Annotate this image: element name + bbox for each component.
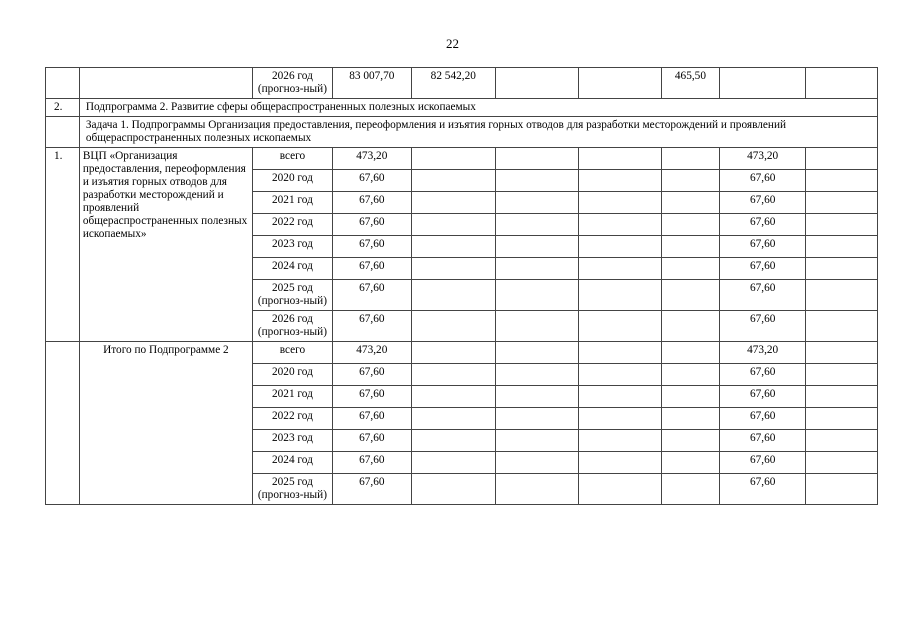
value-cell: 67,60 — [720, 258, 806, 280]
value-cell: 67,60 — [720, 214, 806, 236]
value-cell: 473,20 — [720, 148, 806, 170]
value-cell: 67,60 — [332, 170, 411, 192]
period-cell: 2026 год (прогноз-ный) — [252, 68, 332, 99]
row-number: 1. — [46, 148, 80, 342]
value-cell: 67,60 — [332, 474, 411, 505]
period-cell: 2024 год — [252, 258, 332, 280]
table-row — [46, 68, 878, 99]
task-title: Задача 1. Подпрограммы Организация предоставления, переоформления и изъятия горных отводов для разработки месторождений и проявлений общераспространенных полезных ископаемых — [79, 117, 877, 148]
value-cell: 67,60 — [332, 214, 411, 236]
period-cell: 2023 год — [252, 430, 332, 452]
value-cell: 67,60 — [332, 364, 411, 386]
value-cell: 67,60 — [332, 236, 411, 258]
value-cell: 67,60 — [720, 408, 806, 430]
value-cell: 67,60 — [720, 236, 806, 258]
value-cell: 67,60 — [332, 280, 411, 311]
subprogram-title: Подпрограмма 2. Развитие сферы общераспространенных полезных ископаемых — [79, 99, 877, 117]
value-cell: 83 007,70 — [332, 68, 411, 99]
period-cell: 2026 год (прогноз-ный) — [252, 311, 332, 342]
row-number: 2. — [46, 99, 80, 117]
value-cell: 473,20 — [720, 342, 806, 364]
value-cell: 67,60 — [720, 386, 806, 408]
value-cell: 67,60 — [720, 452, 806, 474]
period-cell: 2025 год (прогноз-ный) — [252, 474, 332, 505]
page-number: 22 — [446, 36, 459, 51]
value-cell: 473,20 — [332, 342, 411, 364]
period-cell: 2022 год — [252, 214, 332, 236]
period-cell: 2021 год — [252, 386, 332, 408]
program-name: ВЦП «Организация предоставления, переоформления и изъятия горных отводов для разработки месторождений и проявлений общераспространенных полезных ископаемых» — [79, 148, 252, 342]
period-cell: 2020 год — [252, 364, 332, 386]
value-cell: 67,60 — [720, 474, 806, 505]
value-cell: 67,60 — [332, 386, 411, 408]
value-cell: 67,60 — [720, 192, 806, 214]
value-cell: 67,60 — [332, 452, 411, 474]
period-cell: 2023 год — [252, 236, 332, 258]
value-cell: 67,60 — [720, 430, 806, 452]
value-cell: 67,60 — [332, 311, 411, 342]
table-row — [46, 342, 878, 364]
value-cell: 67,60 — [332, 430, 411, 452]
subprogram-row — [46, 99, 878, 117]
period-cell: всего — [252, 342, 332, 364]
value-cell: 473,20 — [332, 148, 411, 170]
value-cell: 67,60 — [332, 408, 411, 430]
value-cell: 67,60 — [720, 364, 806, 386]
period-cell: 2021 год — [252, 192, 332, 214]
value-cell: 67,60 — [720, 280, 806, 311]
period-cell: 2020 год — [252, 170, 332, 192]
value-cell: 67,60 — [332, 258, 411, 280]
period-cell: 2022 год — [252, 408, 332, 430]
budget-table — [45, 67, 878, 505]
task-row — [46, 117, 878, 148]
table-row — [46, 148, 878, 170]
period-cell: 2025 год (прогноз-ный) — [252, 280, 332, 311]
total-label: Итого по Подпрограмме 2 — [79, 342, 252, 505]
value-cell: 67,60 — [720, 170, 806, 192]
period-cell: 2024 год — [252, 452, 332, 474]
value-cell: 465,50 — [661, 68, 719, 99]
value-cell: 82 542,20 — [411, 68, 495, 99]
period-cell: всего — [252, 148, 332, 170]
value-cell: 67,60 — [720, 311, 806, 342]
value-cell: 67,60 — [332, 192, 411, 214]
